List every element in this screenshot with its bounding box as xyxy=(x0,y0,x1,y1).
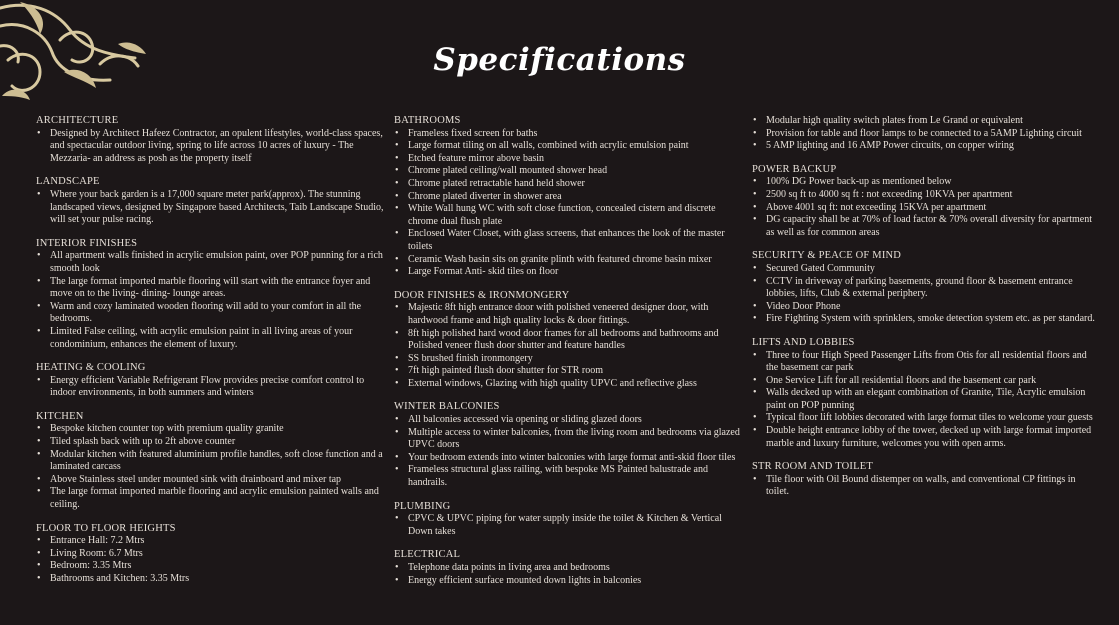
spec-item: • 5 AMP lighting and 16 AMP Power circuits, on copper wiring xyxy=(752,140,1097,153)
section-heading: WINTER BALCONIES xyxy=(394,401,500,413)
spec-item: • Your bedroom extends into winter balconies with large format anti-skid floor tiles xyxy=(394,452,746,465)
spec-item: • Three to four High Speed Passenger Lifts from Otis for all residential floors and the basement car park xyxy=(752,350,1097,375)
spec-list xyxy=(394,513,746,538)
spec-section xyxy=(394,290,746,391)
spec-item: • Chrome plated retractable hand held shower xyxy=(394,178,746,191)
section-heading: SECURITY & PEACE OF MIND xyxy=(752,250,902,262)
spec-item: • Tiled splash back with up to 2ft above counter xyxy=(36,436,390,449)
spec-item: • The large format imported marble flooring and acrylic emulsion painted walls and ceiling. xyxy=(36,486,390,511)
spec-item: • Warm and cozy laminated wooden flooring will add to your comfort in all the bedrooms. xyxy=(36,301,390,326)
spec-list xyxy=(752,115,1097,153)
spec-section xyxy=(36,115,390,165)
section-heading: STR ROOM AND TOILET xyxy=(752,461,873,473)
spec-section xyxy=(752,461,1097,499)
spec-item: • Large format tiling on all walls, combined with acrylic emulsion paint xyxy=(394,140,746,153)
spec-item: • Chrome plated ceiling/wall mounted shower head xyxy=(394,165,746,178)
spec-item: • Modular high quality switch plates from Le Grand or equivalent xyxy=(752,115,1097,128)
section-heading: ARCHITECTURE xyxy=(36,115,119,126)
spec-list xyxy=(752,176,1097,239)
spec-item: • Living Room: 6.7 Mtrs xyxy=(36,548,390,561)
spec-item: • Typical floor lift lobbies decorated with large format tiles to welcome your guests xyxy=(752,412,1097,425)
spec-item: • Where your back garden is a 17,000 square meter park(approx). The stunning landscaped views, designed by Singapore based Architects, Taib Landscape Studio, will set your pulse racing. xyxy=(36,189,390,227)
spec-item: • Frameless structural glass railing, with bespoke MS Painted balustrade and handrails. xyxy=(394,464,746,489)
spec-item: • 8ft high polished hard wood door frames for all bedrooms and bathrooms and Polished veneer flush door shutter and feature handles xyxy=(394,328,746,353)
section-heading: ELECTRICAL xyxy=(394,549,461,561)
spec-section xyxy=(36,176,390,226)
spec-item: • Secured Gated Community xyxy=(752,263,1097,276)
spec-item: • DG capacity shall be at 70% of load factor & 70% overall diversity for apartment as well as for common areas xyxy=(752,214,1097,239)
spec-item: • Multiple access to winter balconies, from the living room and bedrooms via glazed UPVC doors xyxy=(394,427,746,452)
section-heading: HEATING & COOLING xyxy=(36,362,146,374)
spec-item: • Walls decked up with an elegant combination of Granite, Tile, Acrylic emulsion paint on POP punning xyxy=(752,387,1097,412)
spec-list xyxy=(394,562,746,587)
spec-section xyxy=(394,549,746,587)
spec-item: • 7ft high painted flush door shutter for STR room xyxy=(394,365,746,378)
spec-list xyxy=(36,128,390,166)
spec-list xyxy=(752,474,1097,499)
column-left xyxy=(36,115,390,597)
section-heading: LANDSCAPE xyxy=(36,176,100,188)
spec-section xyxy=(752,337,1097,450)
spec-section xyxy=(36,411,390,512)
spec-item: • All apartment walls finished in acrylic emulsion paint, over POP punning for a rich smooth look xyxy=(36,250,390,275)
spec-section xyxy=(394,401,746,489)
spec-item: • Enclosed Water Closet, with glass screens, that enhances the look of the master toilets xyxy=(394,228,746,253)
spec-item: • Bathrooms and Kitchen: 3.35 Mtrs xyxy=(36,573,390,586)
spec-section xyxy=(36,238,390,351)
section-heading: BATHROOMS xyxy=(394,115,461,126)
spec-item: • Designed by Architect Hafeez Contractor, an opulent lifestyles, world-class spaces, and spectacular outdoor living, spring to life across 10 acres of luxury - The Mezzaria- an address as posh as the property itself xyxy=(36,128,390,166)
spec-section xyxy=(752,250,1097,326)
spec-item: • Large Format Anti- skid tiles on floor xyxy=(394,266,746,279)
spec-item: • One Service Lift for all residential floors and the basement car park xyxy=(752,375,1097,388)
spec-list xyxy=(36,423,390,511)
spec-item: • Fire Fighting System with sprinklers, smoke detection system etc. as per standard. xyxy=(752,313,1097,326)
section-heading: DOOR FINISHES & IRONMONGERY xyxy=(394,289,570,301)
spec-item: • Energy efficient surface mounted down lights in balconies xyxy=(394,575,746,588)
spec-item: • Frameless fixed screen for baths xyxy=(394,128,746,141)
page-title: Specifications xyxy=(433,42,686,78)
spec-item: • Double height entrance lobby of the tower, decked up with large format imported marble and luxury furniture, welcomes you with open arms. xyxy=(752,425,1097,450)
spec-item: • Above Stainless steel under mounted sink with drainboard and mixer tap xyxy=(36,474,390,487)
spec-section xyxy=(752,115,1097,153)
section-heading: PLUMBING xyxy=(394,500,451,512)
spec-list xyxy=(394,128,746,279)
spec-list xyxy=(752,350,1097,451)
spec-section xyxy=(36,523,390,586)
spec-list xyxy=(36,189,390,227)
spec-item: • Limited False ceiling, with acrylic emulsion paint in all living areas of your condominium, enhances the element of luxury. xyxy=(36,326,390,351)
section-heading: LIFTS AND LOBBIES xyxy=(752,336,855,348)
spec-item: • Energy efficient Variable Refrigerant Flow provides precise comfort control to indoor environments, in both summers and winters xyxy=(36,375,390,400)
spec-item: • Majestic 8ft high entrance door with polished veneered designer door, with hardwood frame and high quality locks & door fittings. xyxy=(394,302,746,327)
spec-section xyxy=(752,164,1097,240)
spec-item: • The large format imported marble flooring will start with the entrance foyer and move on to the living- dining- lounge areas. xyxy=(36,276,390,301)
spec-item: • Entrance Hall: 7.2 Mtrs xyxy=(36,535,390,548)
spec-section xyxy=(394,115,746,279)
spec-list xyxy=(36,375,390,400)
spec-item: • Telephone data points in living area and bedrooms xyxy=(394,562,746,575)
section-heading: KITCHEN xyxy=(36,410,84,422)
spec-item: • CPVC & UPVC piping for water supply inside the toilet & Kitchen & Vertical Down takes xyxy=(394,513,746,538)
section-heading: INTERIOR FINISHES xyxy=(36,237,138,249)
spec-item: • Video Door Phone xyxy=(752,301,1097,314)
spec-item: • 2500 sq ft to 4000 sq ft : not exceeding 10KVA per apartment xyxy=(752,189,1097,202)
section-heading: POWER BACKUP xyxy=(752,163,837,175)
spec-item: • Ceramic Wash basin sits on granite plinth with featured chrome basin mixer xyxy=(394,254,746,267)
spec-item: • 100% DG Power back-up as mentioned below xyxy=(752,176,1097,189)
spec-list xyxy=(36,535,390,585)
spec-list xyxy=(752,263,1097,326)
spec-section xyxy=(394,501,746,539)
spec-item: • Above 4001 sq ft: not exceeding 15KVA per apartment xyxy=(752,202,1097,215)
column-middle xyxy=(394,115,746,598)
spec-item: • White Wall hung WC with soft close function, concealed cistern and discrete chrome dual flush plate xyxy=(394,203,746,228)
spec-item: • Bedroom: 3.35 Mtrs xyxy=(36,560,390,573)
spec-item: • All balconies accessed via opening or sliding glazed doors xyxy=(394,414,746,427)
spec-item: • CCTV in driveway of parking basements, ground floor & basement entrance lobbies, lifts, Club & external periphery. xyxy=(752,276,1097,301)
spec-item: • SS brushed finish ironmongery xyxy=(394,353,746,366)
spec-item: • External windows, Glazing with high quality UPVC and reflective glass xyxy=(394,378,746,391)
spec-item: • Tile floor with Oil Bound distemper on walls, and conventional CP fittings in toilet. xyxy=(752,474,1097,499)
column-right xyxy=(752,115,1097,510)
spec-section xyxy=(36,362,390,400)
spec-item: • Modular kitchen with featured aluminium profile handles, soft close function and a laminated carcass xyxy=(36,449,390,474)
spec-item: • Chrome plated diverter in shower area xyxy=(394,191,746,204)
section-heading: FLOOR TO FLOOR HEIGHTS xyxy=(36,522,176,534)
spec-list xyxy=(36,250,390,351)
spec-item: • Etched feature mirror above basin xyxy=(394,153,746,166)
spec-list xyxy=(394,302,746,390)
spec-list xyxy=(394,414,746,490)
spec-item: • Bespoke kitchen counter top with premium quality granite xyxy=(36,423,390,436)
spec-item: • Provision for table and floor lamps to be connected to a 5AMP Lighting circuit xyxy=(752,128,1097,141)
